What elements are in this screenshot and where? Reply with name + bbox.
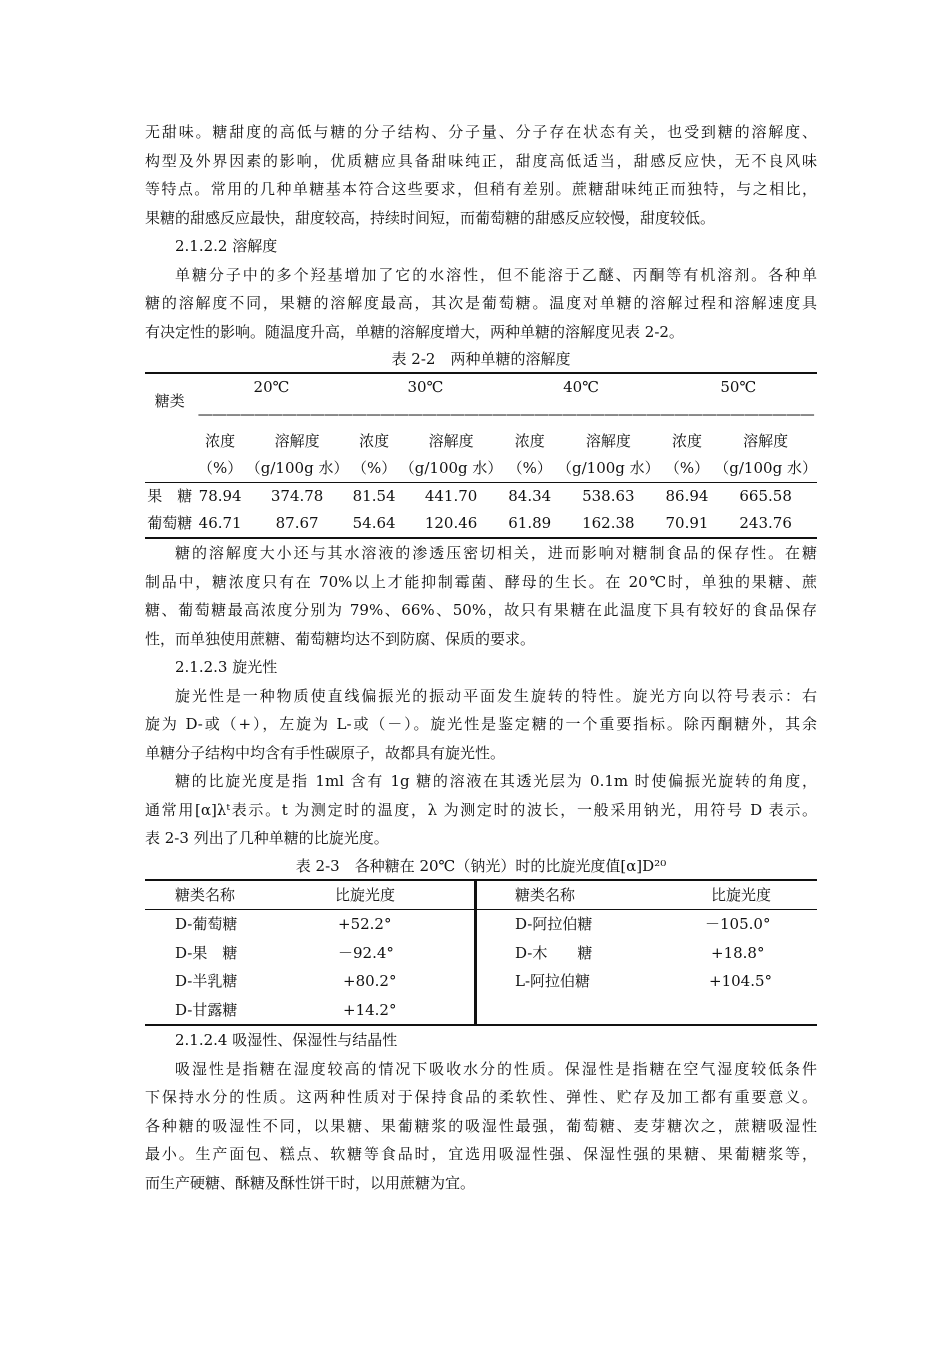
temp-header: 40℃	[563, 378, 599, 396]
cell-value: 87.67	[275, 514, 319, 532]
cell-value: 86.94	[660, 483, 715, 511]
rotation-value: －105.0°	[705, 915, 771, 933]
cell-value: 46.71	[198, 514, 242, 532]
text-line: 制品中，糖浓度只有在 70%以上才能抑制霉菌、酵母的生长。在 20℃时，单独的果糖、蔗	[145, 572, 817, 591]
cell-value: 538.63	[557, 483, 660, 511]
table-row	[145, 483, 817, 511]
table-row	[145, 910, 817, 939]
section-heading-hygroscopicity: 2.1.2.4 吸湿性、保湿性与结晶性	[175, 1031, 398, 1049]
cell-value: 120.46	[424, 514, 478, 532]
text-line: 有决定性的影响。随温度升高，单糖的溶解度增大，两种单糖的溶解度见表 2-2。	[145, 322, 684, 341]
text-line: 糖的比旋光度是指 1ml 含有 1g 糖的溶液在其透光层为 0.1m 时使偏振光旋转的角度，	[175, 772, 817, 790]
section-heading-optical: 2.1.2.3 旋光性	[175, 658, 278, 676]
text-line: 构型及外界因素的影响，优质糖应具备甜味纯正，甜度高低适当，甜感反应快，无不良风味	[145, 151, 817, 170]
header-cell: 糖类名称	[175, 880, 310, 910]
sugar-name: 果 糖	[145, 483, 194, 511]
text-line: 果糖的甜感反应最快，甜度较高，持续时间短，而葡萄糖的甜感反应较慢，甜度较低。	[145, 208, 716, 227]
col-sol-header: 溶解度	[585, 432, 631, 450]
optical-rotation-table	[145, 879, 817, 1027]
sugar-name: 葡萄糖	[147, 514, 193, 532]
unit-sol: （g/100g 水）	[714, 459, 817, 477]
temp-header: 20℃	[253, 378, 290, 396]
text-line: 吸湿性是指糖在湿度较高的情况下吸收水分的性质。保湿性是指糖在空气湿度较低条件	[175, 1059, 817, 1078]
text-line: 单糖分子结构中均含有手性碳原子，故都具有旋光性。	[145, 743, 506, 762]
table-2-3-caption: 表 2-3 各种糖在 20℃（钠光）时的比旋光度值[α]D²⁰	[295, 856, 667, 875]
text-line: 各种糖的吸湿性不同，以果糖、果葡糖浆的吸湿性最强，葡萄糖、麦芽糖次之，蔗糖吸湿性	[145, 1116, 817, 1135]
col-sol-header: 溶解度	[428, 432, 474, 450]
table-row	[145, 996, 817, 1026]
cell-value: 54.64	[352, 514, 396, 532]
sugar-name: D-葡萄糖	[175, 915, 238, 933]
sugar-name: D-阿拉伯糖	[515, 915, 593, 933]
text-line: 旋光性是一种物质使直线偏振光的振动平面发生旋转的特性。旋光方向以符号表示：右	[175, 686, 817, 705]
hygroscopicity-paragraph	[145, 1055, 817, 1198]
unit-sol: （g/100g 水）	[245, 459, 349, 477]
cell-value: 441.70	[400, 483, 503, 511]
table-row	[145, 510, 817, 538]
header-cell: 糖类名称	[515, 880, 665, 910]
sugar-name: D-半乳糖	[175, 972, 238, 990]
col-conc-header: 浓度	[205, 432, 236, 450]
cell-value: 70.91	[665, 514, 709, 532]
header-divider: ————————————————————————————————————————————	[197, 405, 814, 423]
unit-conc: （%）	[351, 459, 397, 477]
temp-header: 50℃	[720, 378, 757, 396]
table-row	[145, 967, 817, 996]
unit-conc: （%）	[664, 459, 710, 477]
table-row	[145, 939, 817, 968]
sugar-name: D-甘露糖	[175, 1000, 238, 1019]
col-sol-header: 溶解度	[743, 432, 789, 450]
rotation-value: +14.2°	[310, 996, 475, 1026]
rotation-value: +104.5°	[709, 972, 773, 990]
text-line: 最小。生产面包、糕点、软糖等食品时，宜选用吸湿性强、保湿性强的果糖、果葡糖浆等，	[145, 1145, 817, 1163]
solubility-table	[145, 372, 817, 539]
section-heading-solubility: 2.1.2.2 溶解度	[175, 237, 278, 255]
row-header-cell: 糖类	[154, 391, 185, 410]
after-table-paragraph	[145, 539, 817, 653]
temp-header: 30℃	[407, 378, 444, 396]
col-conc-header: 浓度	[359, 432, 390, 450]
col-conc-header: 浓度	[514, 432, 545, 450]
cell-value: 243.76	[739, 514, 792, 532]
cell-value: 374.78	[246, 483, 349, 511]
text-line: 无甜味。糖甜度的高低与糖的分子结构、分子量、分子存在状态有关，也受到糖的溶解度、	[145, 123, 817, 141]
text-line: 性，而单独使用蔗糖、葡萄糖均达不到防腐、保质的要求。	[145, 629, 536, 648]
text-line: 等特点。常用的几种单糖基本符合这些要求，但稍有差别。蔗糖甜味纯正而独特，与之相比，	[145, 180, 817, 198]
sugar-name: L-阿拉伯糖	[515, 972, 591, 990]
col-sol-header: 溶解度	[274, 432, 320, 450]
solubility-paragraph	[145, 261, 817, 347]
cell-value: 78.94	[194, 483, 245, 511]
sugar-name: D-木 糖	[515, 943, 593, 962]
rotation-value: +18.8°	[711, 943, 765, 962]
col-conc-header: 浓度	[671, 432, 702, 450]
text-line: 通常用[α]λᵗ表示。t 为测定时的温度，λ 为测定时的波长，一般采用钠光，用符号 D 表示。	[145, 800, 817, 819]
rotation-value: +52.2°	[310, 910, 475, 939]
intro-paragraph	[145, 118, 817, 232]
text-line: 糖的溶解度大小还与其水溶液的渗透压密切相关，进而影响对糖制食品的保存性。在糖	[175, 544, 817, 562]
header-cell: 比旋光度	[665, 880, 817, 910]
table-2-2-caption: 表 2-2 两种单糖的溶解度	[391, 350, 571, 368]
rotation-value: －92.4°	[310, 939, 475, 968]
cell-value: 81.54	[348, 483, 399, 511]
unit-sol: （g/100g 水）	[557, 459, 660, 477]
sugar-name	[515, 996, 665, 1026]
text-line: 糖、葡萄糖最高浓度分别为 79%、66%、50%，故只有果糖在此温度下具有较好的食品保存	[145, 601, 817, 619]
text-line: 而生产硬糖、酥糖及酥性饼干时，以用蔗糖为宜。	[145, 1173, 476, 1192]
cell-value: 162.38	[582, 514, 635, 532]
text-line: 下保持水分的性质。这两种性质对于保持食品的柔软性、弹性、贮存及加工都有重要意义。	[145, 1088, 817, 1106]
cell-value: 84.34	[502, 483, 557, 511]
text-line: 旋为 D-或（+），左旋为 L-或（－）。旋光性是鉴定糖的一个重要指标。除丙酮糖外，其余	[145, 715, 817, 733]
cell-value: 665.58	[714, 483, 817, 511]
unit-sol: （g/100g 水）	[399, 459, 503, 477]
cell-value: 61.89	[508, 514, 552, 532]
unit-conc: （%）	[198, 459, 243, 477]
text-line: 表 2-3 列出了几种单糖的比旋光度。	[145, 829, 389, 847]
sugar-name: D-果 糖	[175, 943, 238, 962]
unit-conc: （%）	[507, 459, 552, 477]
optical-paragraph-1	[145, 682, 817, 768]
document-page	[145, 118, 817, 1197]
optical-paragraph-2	[145, 767, 817, 853]
text-line: 糖的溶解度不同，果糖的溶解度最高，其次是葡萄糖。温度对单糖的溶解过程和溶解速度具	[145, 294, 817, 312]
rotation-value: +80.2°	[310, 967, 475, 996]
text-line: 单糖分子中的多个羟基增加了它的水溶性，但不能溶于乙醚、丙酮等有机溶剂。各种单	[175, 265, 817, 284]
header-cell: 比旋光度	[310, 880, 475, 910]
rotation-value	[665, 996, 817, 1026]
